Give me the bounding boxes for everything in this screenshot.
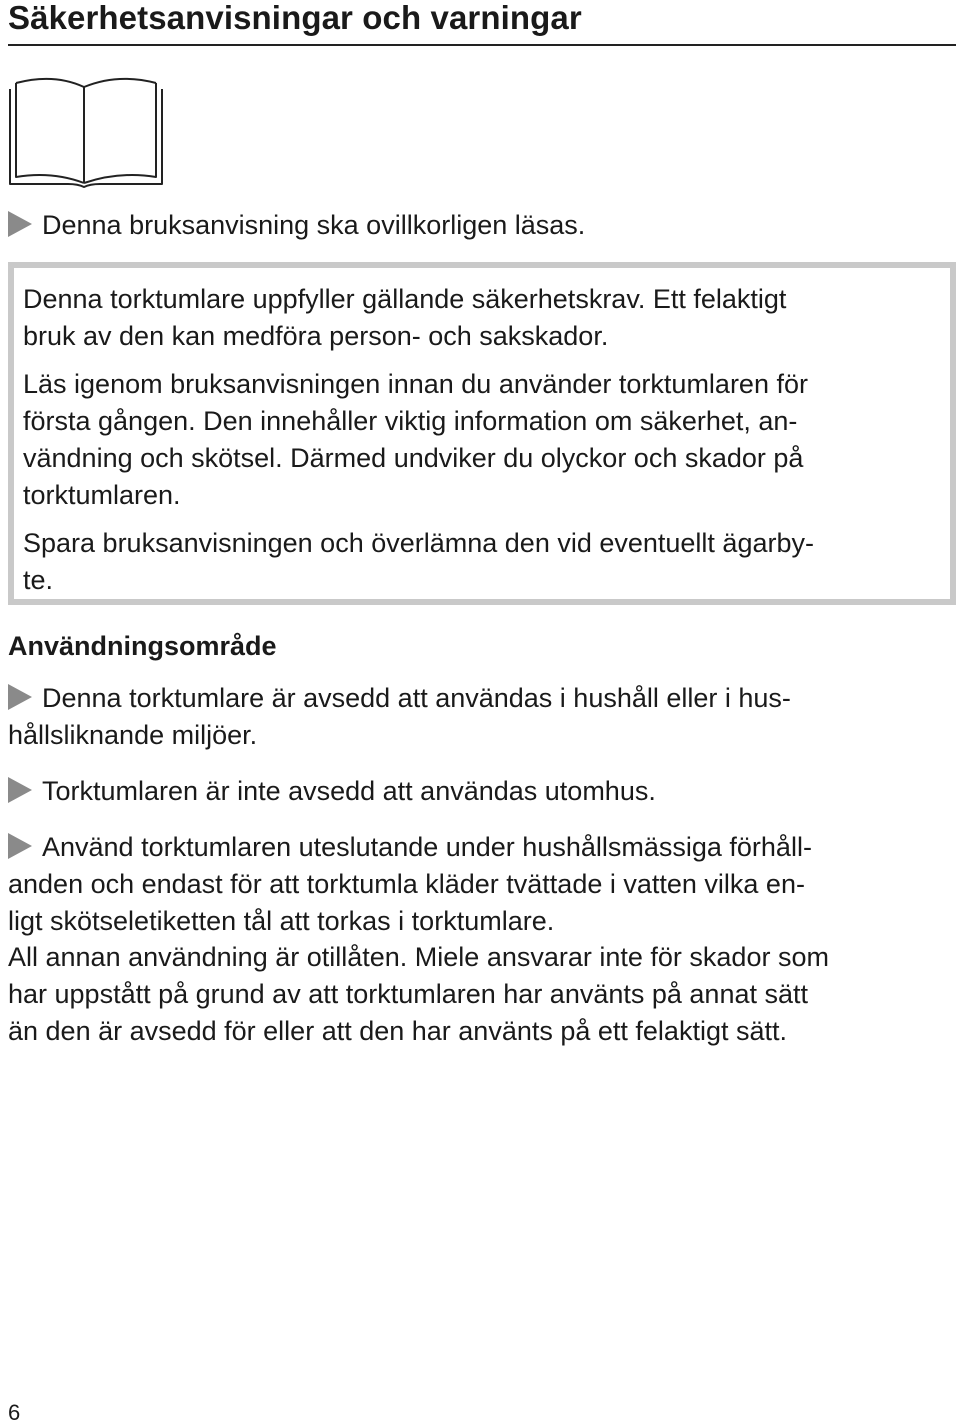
page-number: 6 <box>8 1400 21 1425</box>
section-heading: Användningsområde <box>8 631 277 661</box>
text-line: än den är avsedd för eller att den har använts på ett felaktigt sätt. <box>8 1016 787 1046</box>
text-line: Torktumlaren är inte avsedd att användas utomhus. <box>42 776 656 806</box>
bullet-intended-use <box>8 829 812 940</box>
text-line: Denna torktumlare är avsedd att användas i hushåll eller i hus- <box>42 683 791 713</box>
warning-paragraph-1 <box>23 281 786 355</box>
title-divider <box>8 44 956 46</box>
safety-warning-box <box>8 262 956 605</box>
text-line: ligt skötseletiketten tål att torkas i torktumlare. <box>8 906 555 936</box>
liability-paragraph <box>8 939 829 1050</box>
text-line: bruk av den kan medföra person- och sakskador. <box>23 321 609 351</box>
read-manual-text: Denna bruksanvisning ska ovillkorligen läsas. <box>42 210 586 240</box>
page-title: Säkerhetsanvisningar och varningar <box>8 0 582 36</box>
text-line: vändning och skötsel. Därmed undviker du olyckor och skador på <box>23 443 804 473</box>
bullet-no-outdoor-use <box>8 773 656 810</box>
text-line: All annan användning är otillåten. Miele ansvarar inte för skador som <box>8 942 829 972</box>
text-line: Spara bruksanvisningen och överlämna den vid eventuellt ägarby- <box>23 528 814 558</box>
triangle-arrow-icon <box>8 211 32 237</box>
text-line: Denna torktumlare uppfyller gällande säkerhetskrav. Ett felaktigt <box>23 284 787 314</box>
text-line: anden och endast för att torktumla kläder tvättade i vatten vilka en- <box>8 869 805 899</box>
triangle-arrow-icon <box>8 833 32 859</box>
warning-paragraph-3 <box>23 525 814 599</box>
text-line: har uppstått på grund av att torktumlaren har använts på annat sätt <box>8 979 808 1009</box>
triangle-arrow-icon <box>8 777 32 803</box>
warning-paragraph-2 <box>23 366 808 514</box>
text-line: hållsliknande miljöer. <box>8 720 258 750</box>
text-line: te. <box>23 565 54 595</box>
open-book-icon <box>6 73 166 188</box>
text-line: Använd torktumlaren uteslutande under hushållsmässiga förhåll- <box>42 832 812 862</box>
triangle-arrow-icon <box>8 684 32 710</box>
text-line: torktumlaren. <box>23 480 181 510</box>
text-line: första gången. Den innehåller viktig information om säkerhet, an- <box>23 406 798 436</box>
bullet-household-use <box>8 680 791 754</box>
read-manual-notice <box>8 207 585 244</box>
text-line: Läs igenom bruksanvisningen innan du använder torktumlaren för <box>23 369 808 399</box>
